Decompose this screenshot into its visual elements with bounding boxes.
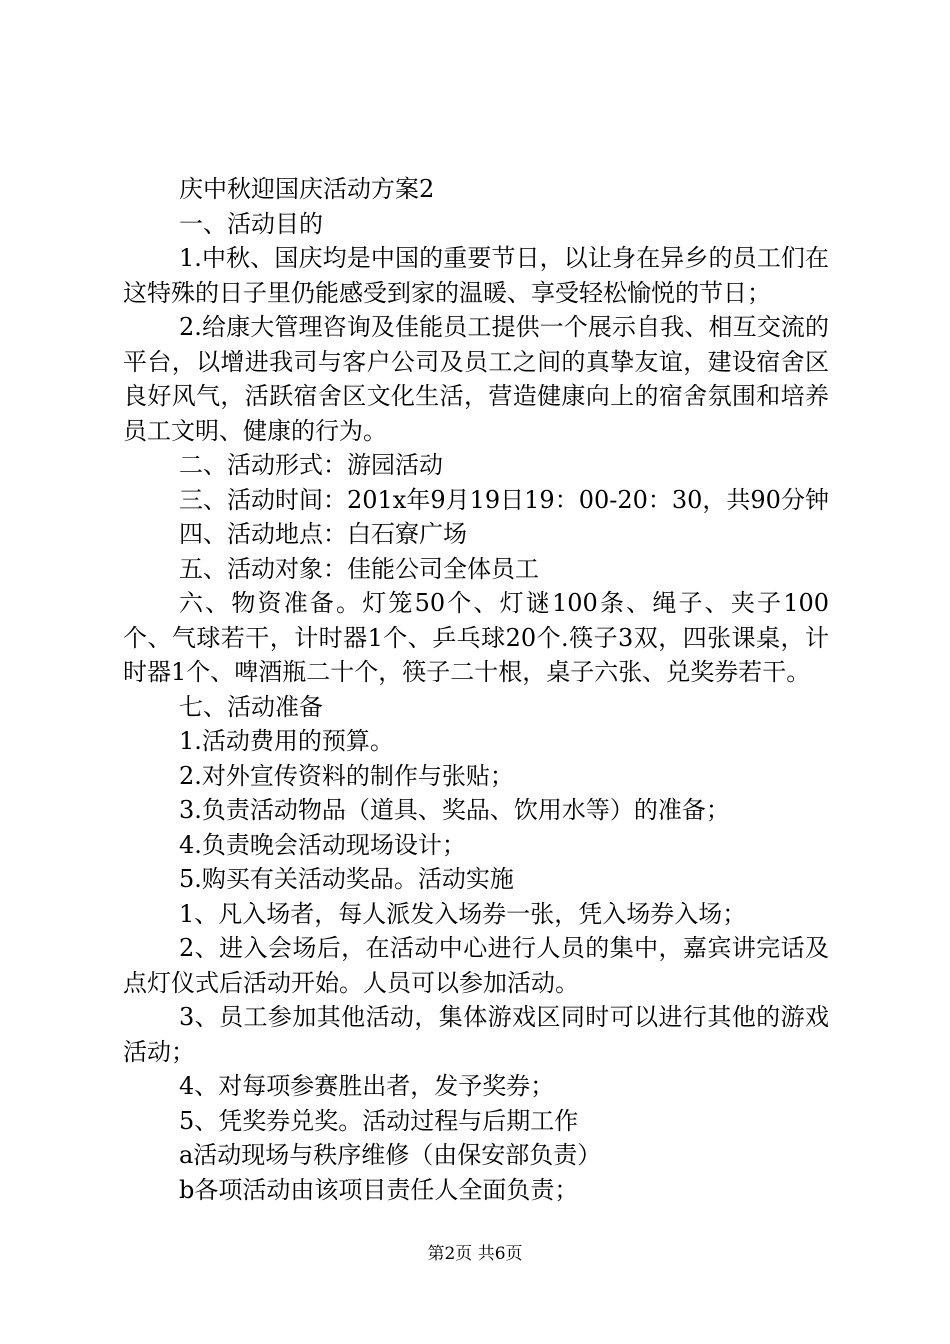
list-item: 4.负责晚会活动现场设计； [179,830,466,859]
list-item: b各项活动由该项目责任人全面负责； [179,1175,579,1204]
section-heading-audience: 五、活动对象：佳能公司全体员工 [179,554,539,583]
list-item: 2.对外宣传资料的制作与张贴； [179,761,514,790]
list-item: 5、凭奖券兑奖。活动过程与后期工作 [179,1106,579,1135]
section-heading-location: 四、活动地点：白石寮广场 [179,520,467,548]
section-heading-preparation: 七、活动准备 [179,692,323,721]
document-body [123,172,829,1207]
list-item: 3.负责活动物品（道具、奖品、饮用水等）的准备； [179,796,730,824]
list-item: 3、员工参加其他活动，集体游戏区同时可以进行其他的游戏活动； [123,1003,829,1066]
paragraph: 1.中秋、国庆均是中国的重要节日，以让身在异乡的员工们在这特殊的日子里仍能感受到家的温暖、享受轻松愉悦的节日； [123,244,829,307]
list-item: a活动现场与秩序维修（由保安部负责） [179,1141,602,1169]
page-number-footer: 第2页 共6页 [427,1244,523,1264]
section-heading-materials: 六、物资准备。灯笼50个、灯谜100条、绳子、夹子100个、气球若干，计时器1个、乒乓球20个.筷子3双，四张课桌，计时器1个、啤酒瓶二十个，筷子二十根，桌子六张、兑奖券若干。 [123,589,829,686]
list-item: 4、对每项参赛胜出者，发予奖券； [179,1072,555,1100]
section-heading-purpose: 一、活动目的 [179,209,323,238]
list-item: 1、凡入场者，每人派发入场券一张，凭入场券入场； [179,899,747,928]
paragraph: 2.给康大管理咨询及佳能员工提供一个展示自我、相互交流的平台，以增进我司与客户公司及员工之间的真挚友谊，建设宿舍区良好风气，活跃宿舍区文化生活，营造健康向上的宿舍氛围和培养员工文明、健康的行为。 [123,313,829,445]
list-item: 1.活动费用的预算。 [179,727,394,755]
document-title: 庆中秋迎国庆活动方案2 [179,175,435,203]
list-item: 5.购买有关活动奖品。活动实施 [179,865,514,893]
list-item: 2、进入会场后，在活动中心进行人员的集中，嘉宾讲完话及点灯仪式后活动开始。人员可以参加活动。 [123,934,829,997]
section-heading-time: 三、活动时间：201x年9月19日19：00-20：30，共90分钟 [179,485,829,514]
section-heading-form: 二、活动形式：游园活动 [179,451,443,479]
